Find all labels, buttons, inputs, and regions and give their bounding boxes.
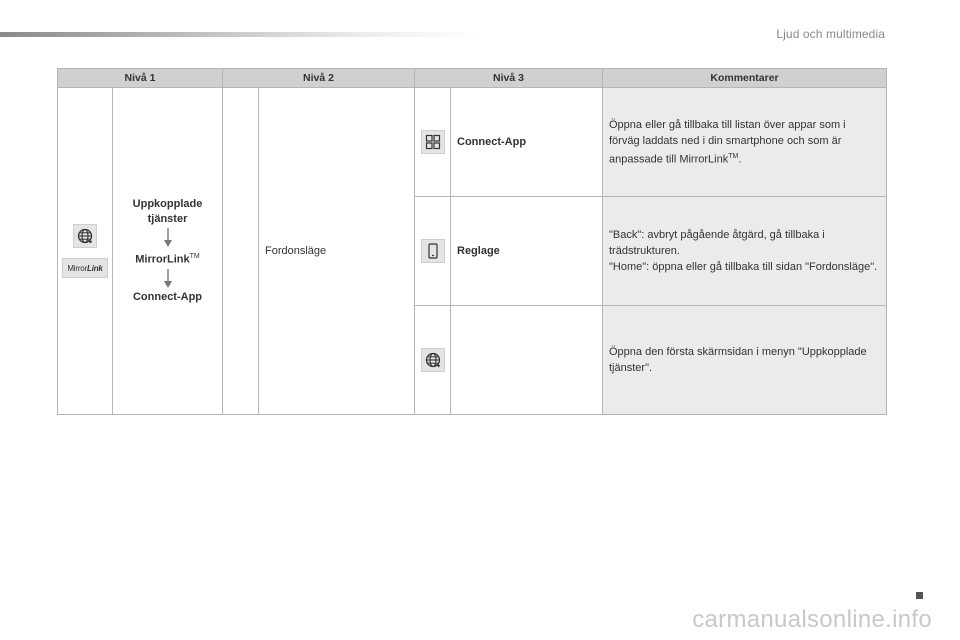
- comment-connected-services: Öppna den första skärmsidan i menyn "Uppkopplade tjänster".: [609, 346, 867, 374]
- section-title: Ljud och multimedia: [776, 27, 885, 41]
- page-marker: [916, 592, 923, 599]
- comment-controls: "Back": avbryt pågående åtgärd, gå tillbaka i trädstrukturen. "Home": öppna eller gå tillbaka till sidan "Fordonsläge".: [609, 229, 878, 273]
- level3-icon-cell: [415, 306, 451, 415]
- header-level-3: Nivå 3: [415, 69, 603, 88]
- comment-cell: [603, 88, 887, 197]
- level1-text-cell: [113, 88, 223, 415]
- watermark: carmanualsonline.info: [692, 606, 932, 633]
- phone-icon: [421, 239, 445, 263]
- level1-icon-cell: [58, 88, 113, 415]
- level3-connect-app: Connect-App: [457, 136, 527, 148]
- level1-item-connected-services: Uppkopplade tjänster: [132, 198, 203, 226]
- table-header-row: [58, 69, 887, 88]
- comment-connect-app: Öppna eller gå tillbaka till listan över appar som i förväg laddats ned i din smartphone och som är anpassade till MirrorLink™.: [609, 118, 846, 166]
- menu-table: [57, 68, 887, 415]
- header-gradient-bar: [0, 32, 480, 37]
- comment-cell: [603, 306, 887, 415]
- level1-item-connect-app: Connect-App: [132, 290, 203, 303]
- level3-label-cell: [451, 306, 603, 415]
- header-comments: Kommentarer: [603, 69, 887, 88]
- level2-icon-cell: [223, 88, 259, 415]
- level2-vehicle-mode: Fordonsläge: [265, 245, 327, 257]
- header-level-1: Nivå 1: [58, 69, 223, 88]
- level2-text-cell: [259, 88, 415, 415]
- header-level-2: Nivå 2: [223, 69, 415, 88]
- globe-icon: [421, 348, 445, 372]
- arrow-down-icon: [163, 269, 173, 289]
- level3-label-cell: [451, 197, 603, 306]
- level3-icon-cell: [415, 88, 451, 197]
- comment-cell: [603, 197, 887, 306]
- mirrorlink-logo: Mirror Link: [62, 258, 108, 278]
- level3-label-cell: [451, 88, 603, 197]
- table-row: [58, 88, 887, 197]
- level3-controls: Reglage: [457, 245, 500, 257]
- level1-item-mirrorlink: MirrorLink™: [135, 253, 200, 266]
- level3-icon-cell: [415, 197, 451, 306]
- grid-icon: [421, 130, 445, 154]
- connected-services-globe-icon: [73, 224, 97, 248]
- arrow-down-icon: [163, 228, 173, 248]
